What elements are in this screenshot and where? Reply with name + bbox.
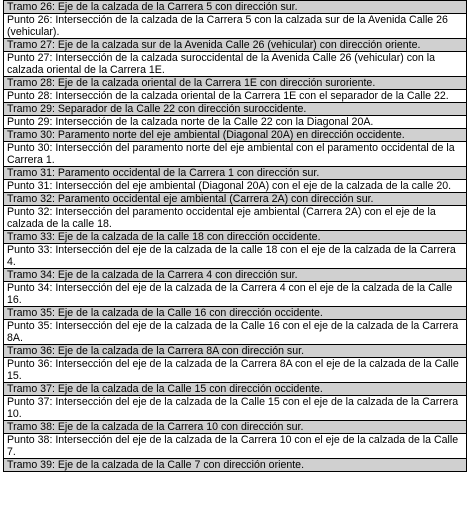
tramo-label: Tramo bbox=[7, 77, 38, 89]
tramo-number: 26 bbox=[40, 1, 52, 13]
tramo-row: Tramo 39: Eje de la calzada de la Calle 7 con dirección oriente. bbox=[3, 459, 467, 472]
boundary-description-table bbox=[3, 0, 467, 472]
tramo-row: Tramo 37: Eje de la calzada de la Calle 15 con dirección occidente. bbox=[3, 383, 467, 396]
punto-row: Punto 34: Intersección del eje de la calzada de la Carrera 4 con el eje de la calzada de la Calle 16. bbox=[3, 282, 467, 307]
tramo-number: 32 bbox=[40, 193, 52, 205]
tramo-row: Tramo 35: Eje de la calzada de la Calle 16 con dirección occidente. bbox=[3, 307, 467, 320]
tramo-row: Tramo 38: Eje de la calzada de la Carrera 10 con dirección sur. bbox=[3, 421, 467, 434]
punto-row: Punto 26: Intersección de la calzada de la Carrera 5 con la calzada sur de la Avenida Calle 26 (vehicular). bbox=[3, 14, 467, 39]
tramo-number: 37 bbox=[40, 383, 52, 395]
punto-label: Punto bbox=[7, 244, 35, 256]
punto-row: Punto 30: Intersección del paramento norte del eje ambiental con el paramento occidental de la Carrera 1. bbox=[3, 142, 467, 167]
tramo-description: Eje de la calzada de la Carrera 8A con dirección sur. bbox=[57, 345, 305, 357]
punto-row: Punto 35: Intersección del eje de la calzada de la Calle 16 con el eje de la calzada de la Carrera 8A. bbox=[3, 320, 467, 345]
punto-description: Intersección del eje de la calzada de la calle 18 con el eje de la calzada de la Carrera 4. bbox=[7, 244, 456, 268]
tramo-number: 33 bbox=[40, 231, 52, 243]
tramo-number: 31 bbox=[40, 167, 52, 179]
tramo-label: Tramo bbox=[7, 193, 38, 205]
punto-label: Punto bbox=[7, 142, 35, 154]
punto-description: Intersección de la calzada norte de la Calle 22 con la Diagonal 20A. bbox=[55, 116, 374, 128]
punto-number: 32 bbox=[37, 206, 50, 218]
punto-row: Punto 27: Intersección de la calzada suroccidental de la Avenida Calle 26 (vehicular) con la calzada oriental de la Carrera 1E. bbox=[3, 52, 467, 77]
punto-label: Punto bbox=[7, 90, 35, 102]
tramo-number: 36 bbox=[40, 345, 52, 357]
tramo-description: Eje de la calzada oriental de la Carrera 1E con dirección suroriente. bbox=[57, 77, 376, 89]
punto-label: Punto bbox=[7, 206, 35, 218]
punto-row: Punto 29: Intersección de la calzada norte de la Calle 22 con la Diagonal 20A. bbox=[3, 116, 467, 129]
tramo-label: Tramo bbox=[7, 103, 38, 115]
punto-number: 33 bbox=[37, 244, 50, 256]
tramo-label: Tramo bbox=[7, 1, 38, 13]
tramo-description: Separador de la Calle 22 con dirección suroccidente. bbox=[57, 103, 307, 115]
punto-number: 37 bbox=[37, 396, 50, 408]
punto-description: Intersección de la calzada oriental de la Carrera 1E con el separador de la Calle 22. bbox=[55, 90, 449, 102]
punto-number: 38 bbox=[37, 434, 50, 446]
punto-number: 26 bbox=[37, 14, 50, 26]
tramo-description: Eje de la calzada sur de la Avenida Calle 26 (vehicular) con dirección oriente. bbox=[57, 39, 421, 51]
punto-number: 30 bbox=[37, 142, 50, 154]
punto-row: Punto 37: Intersección del eje de la calzada de la Calle 15 con el eje de la calzada de la Carrera 10. bbox=[3, 396, 467, 421]
tramo-description: Eje de la calzada de la Carrera 4 con dirección sur. bbox=[57, 269, 298, 281]
punto-label: Punto bbox=[7, 180, 35, 192]
punto-row: Punto 28: Intersección de la calzada oriental de la Carrera 1E con el separador de la Calle 22. bbox=[3, 90, 467, 103]
punto-label: Punto bbox=[7, 434, 35, 446]
punto-label: Punto bbox=[7, 116, 35, 128]
tramo-row: Tramo 29: Separador de la Calle 22 con dirección suroccidente. bbox=[3, 103, 467, 116]
tramo-label: Tramo bbox=[7, 129, 38, 141]
punto-description: Intersección del eje de la calzada de la Carrera 4 con el eje de la calzada de la Calle 16. bbox=[7, 282, 453, 306]
punto-description: Intersección del eje ambiental (Diagonal 20A) con el eje de la calzada de la calle 20. bbox=[55, 180, 452, 192]
tramo-description: Eje de la calzada de la Calle 15 con dirección occidente. bbox=[57, 383, 323, 395]
tramo-description: Eje de la calzada de la Carrera 5 con dirección sur. bbox=[57, 1, 298, 13]
punto-number: 29 bbox=[37, 116, 50, 128]
tramo-number: 39 bbox=[40, 459, 52, 471]
tramo-label: Tramo bbox=[7, 307, 38, 319]
tramo-number: 35 bbox=[40, 307, 52, 319]
punto-description: Intersección del eje de la calzada de la Carrera 10 con el eje de la calzada de la Calle 7. bbox=[7, 434, 459, 458]
tramo-number: 28 bbox=[40, 77, 52, 89]
punto-number: 28 bbox=[37, 90, 50, 102]
tramo-row: Tramo 30: Paramento norte del eje ambiental (Diagonal 20A) en dirección occidente. bbox=[3, 129, 467, 142]
tramo-number: 34 bbox=[40, 269, 52, 281]
punto-label: Punto bbox=[7, 396, 35, 408]
tramo-label: Tramo bbox=[7, 459, 38, 471]
punto-label: Punto bbox=[7, 14, 35, 26]
punto-row: Punto 36: Intersección del eje de la calzada de la Carrera 8A con el eje de la calzada de la Calle 15. bbox=[3, 358, 467, 383]
tramo-row: Tramo 31: Paramento occidental de la Carrera 1 con dirección sur. bbox=[3, 167, 467, 180]
tramo-row: Tramo 28: Eje de la calzada oriental de la Carrera 1E con dirección suroriente. bbox=[3, 77, 467, 90]
tramo-label: Tramo bbox=[7, 39, 38, 51]
tramo-row: Tramo 36: Eje de la calzada de la Carrera 8A con dirección sur. bbox=[3, 345, 467, 358]
tramo-row: Tramo 26: Eje de la calzada de la Carrera 5 con dirección sur. bbox=[3, 0, 467, 14]
tramo-description: Eje de la calzada de la Carrera 10 con dirección sur. bbox=[57, 421, 304, 433]
punto-label: Punto bbox=[7, 320, 35, 332]
tramo-label: Tramo bbox=[7, 167, 38, 179]
tramo-description: Paramento occidental de la Carrera 1 con dirección sur. bbox=[57, 167, 320, 179]
punto-row: Punto 32: Intersección del paramento occidental eje ambiental (Carrera 2A) con el eje de la calzada de la calle 18. bbox=[3, 206, 467, 231]
punto-label: Punto bbox=[7, 358, 35, 370]
punto-number: 27 bbox=[37, 52, 50, 64]
punto-row: Punto 38: Intersección del eje de la calzada de la Carrera 10 con el eje de la calzada de la Calle 7. bbox=[3, 434, 467, 459]
tramo-label: Tramo bbox=[7, 269, 38, 281]
tramo-description: Eje de la calzada de la Calle 16 con dirección occidente. bbox=[57, 307, 323, 319]
tramo-description: Eje de la calzada de la calle 18 con dirección occidente. bbox=[57, 231, 321, 243]
tramo-label: Tramo bbox=[7, 383, 38, 395]
tramo-number: 29 bbox=[40, 103, 52, 115]
tramo-number: 38 bbox=[40, 421, 52, 433]
punto-number: 34 bbox=[37, 282, 50, 294]
tramo-description: Eje de la calzada de la Calle 7 con dirección oriente. bbox=[57, 459, 305, 471]
punto-number: 31 bbox=[37, 180, 50, 192]
tramo-label: Tramo bbox=[7, 421, 38, 433]
punto-number: 35 bbox=[37, 320, 50, 332]
punto-row: Punto 31: Intersección del eje ambiental (Diagonal 20A) con el eje de la calzada de la calle 20. bbox=[3, 180, 467, 193]
punto-description: Intersección de la calzada de la Carrera 5 con la calzada sur de la Avenida Calle 26 (vehicular). bbox=[7, 14, 448, 38]
punto-description: Intersección del eje de la calzada de la Carrera 8A con el eje de la calzada de la Calle 15. bbox=[7, 358, 459, 382]
punto-label: Punto bbox=[7, 282, 35, 294]
punto-label: Punto bbox=[7, 52, 35, 64]
tramo-label: Tramo bbox=[7, 231, 38, 243]
tramo-row: Tramo 32: Paramento occidental eje ambiental (Carrera 2A) con dirección sur. bbox=[3, 193, 467, 206]
punto-description: Intersección de la calzada suroccidental de la Avenida Calle 26 (vehicular) con la calzada oriental de la Carrera 1E. bbox=[7, 52, 435, 76]
tramo-label: Tramo bbox=[7, 345, 38, 357]
punto-description: Intersección del paramento occidental eje ambiental (Carrera 2A) con el eje de la calzada de la calle 18. bbox=[7, 206, 436, 230]
punto-row: Punto 33: Intersección del eje de la calzada de la calle 18 con el eje de la calzada de la Carrera 4. bbox=[3, 244, 467, 269]
punto-description: Intersección del paramento norte del eje ambiental con el paramento occidental de la Carrera 1. bbox=[7, 142, 455, 166]
tramo-row: Tramo 27: Eje de la calzada sur de la Avenida Calle 26 (vehicular) con dirección oriente. bbox=[3, 39, 467, 52]
tramo-number: 30 bbox=[40, 129, 52, 141]
punto-description: Intersección del eje de la calzada de la Calle 15 con el eje de la calzada de la Carrera 10. bbox=[7, 396, 459, 420]
punto-description: Intersección del eje de la calzada de la Calle 16 con el eje de la calzada de la Carrera 8A. bbox=[7, 320, 459, 344]
tramo-description: Paramento norte del eje ambiental (Diagonal 20A) en dirección occidente. bbox=[57, 129, 405, 141]
tramo-row: Tramo 33: Eje de la calzada de la calle 18 con dirección occidente. bbox=[3, 231, 467, 244]
tramo-description: Paramento occidental eje ambiental (Carrera 2A) con dirección sur. bbox=[57, 193, 374, 205]
punto-number: 36 bbox=[37, 358, 50, 370]
tramo-number: 27 bbox=[40, 39, 52, 51]
tramo-row: Tramo 34: Eje de la calzada de la Carrera 4 con dirección sur. bbox=[3, 269, 467, 282]
